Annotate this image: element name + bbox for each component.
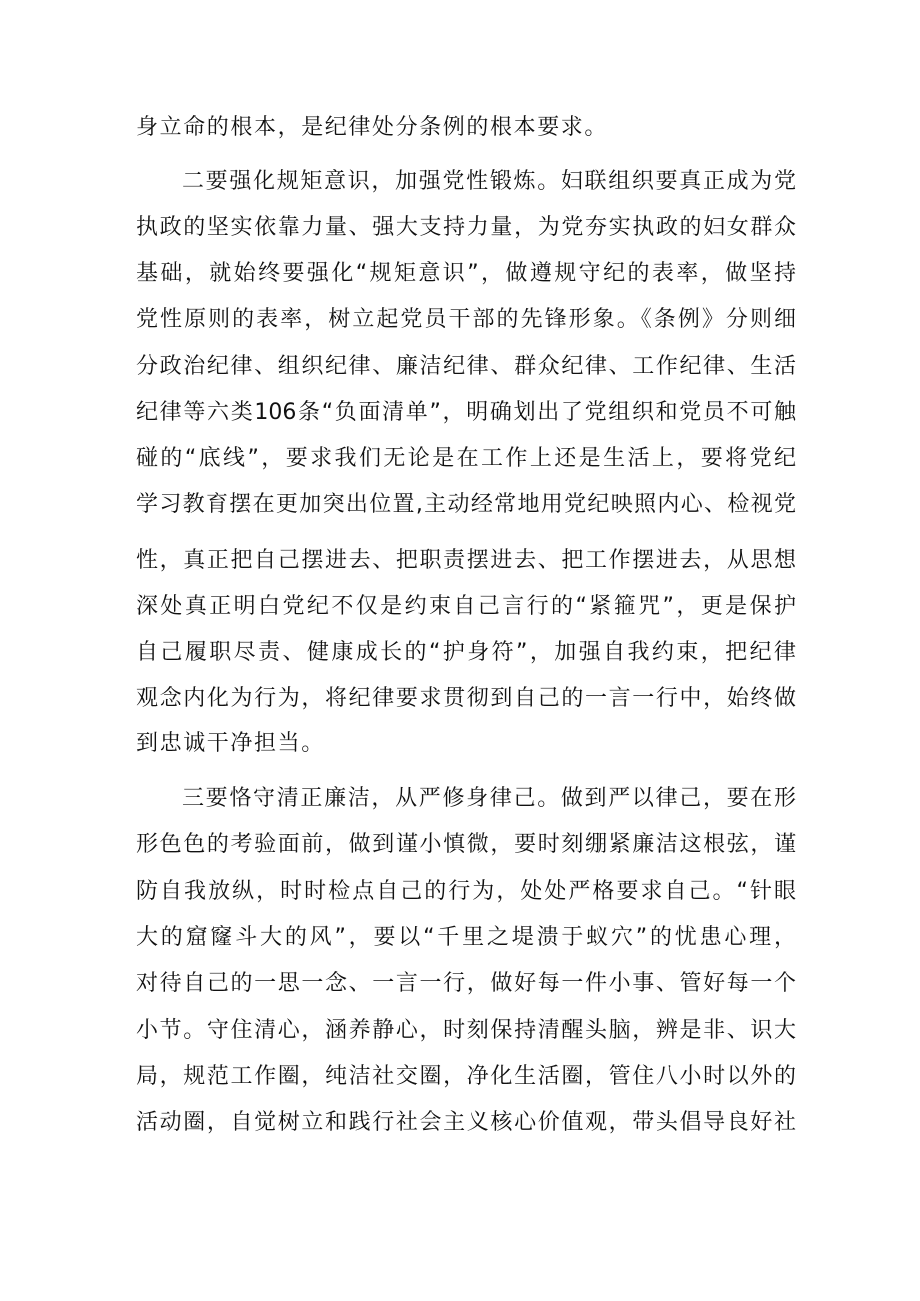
paragraph-3-line-3: 防自我放纵，时时检点自己的行为，处处严格要求自己。“针眼 xyxy=(136,879,796,904)
paragraph-3-line-1: 三要恪守清正廉洁，从严修身律己。做到严以律己，要在形 xyxy=(182,786,796,811)
paragraph-2-line-5: 分政治纪律、组织纪律、廉洁纪律、群众纪律、工作纪律、生活 xyxy=(136,354,796,379)
paragraph-2-line-9: 性，真正把自己摆进去、把职责摆进去、把工作摆进去，从思想 xyxy=(136,548,796,573)
paragraph-3-line-7: 局，规范工作圈，纯洁社交圈，净化生活圈，管住八小时以外的 xyxy=(136,1064,796,1089)
paragraph-2-line-6: 纪律等六类106条“负面清单”，明确划出了党组织和党员不可触 xyxy=(136,400,796,425)
paragraph-3-line-8: 活动圈，自觉树立和践行社会主义核心价值观，带头倡导良好社 xyxy=(136,1110,796,1135)
paragraph-2-line-10: 深处真正明白党纪不仅是约束自己言行的“紧箍咒”，更是保护 xyxy=(136,594,796,619)
paragraph-2-line-12: 观念内化为行为，将纪律要求贯彻到自己的一言一行中，始终做 xyxy=(136,686,796,711)
text-line-1: 身立命的根本，是纪律处分条例的根本要求。 xyxy=(136,115,609,140)
paragraph-2-line-8: 学习教育摆在更加突出位置,主动经常地用党纪映照内心、检视党 xyxy=(136,492,796,517)
paragraph-2-line-13: 到忠诚干净担当。 xyxy=(136,731,325,756)
paragraph-3-line-5: 对待自己的一思一念、一言一行，做好每一件小事、管好每一个 xyxy=(136,971,796,996)
paragraph-2-line-11: 自己履职尽责、健康成长的“护身符”，加强自我约束，把纪律 xyxy=(136,640,796,665)
paragraph-2-line-7: 碰的“底线”，要求我们无论是在工作上还是生活上，要将党纪 xyxy=(136,446,797,471)
paragraph-3-line-4: 大的窟窿斗大的风”，要以“千里之堤溃于蚁穴”的忧患心理， xyxy=(136,925,796,950)
paragraph-2-line-2: 执政的坚实依靠力量、强大支持力量，为党夯实执政的妇女群众 xyxy=(136,215,796,240)
paragraph-3-line-6: 小节。守住清心，涵养静心，时刻保持清醒头脑，辨是非、识大 xyxy=(136,1018,796,1043)
paragraph-2-line-3: 基础，就始终要强化“规矩意识”，做遵规守纪的表率，做坚持 xyxy=(136,261,796,286)
paragraph-2-line-1: 二要强化规矩意识，加强党性锻炼。妇联组织要真正成为党 xyxy=(182,169,796,194)
paragraph-3-line-2: 形色色的考验面前，做到谨小慎微，要时刻绷紧廉洁这根弦，谨 xyxy=(136,832,796,857)
paragraph-2-line-4: 党性原则的表率，树立起党员干部的先锋形象。《条例》分则细 xyxy=(136,307,796,332)
